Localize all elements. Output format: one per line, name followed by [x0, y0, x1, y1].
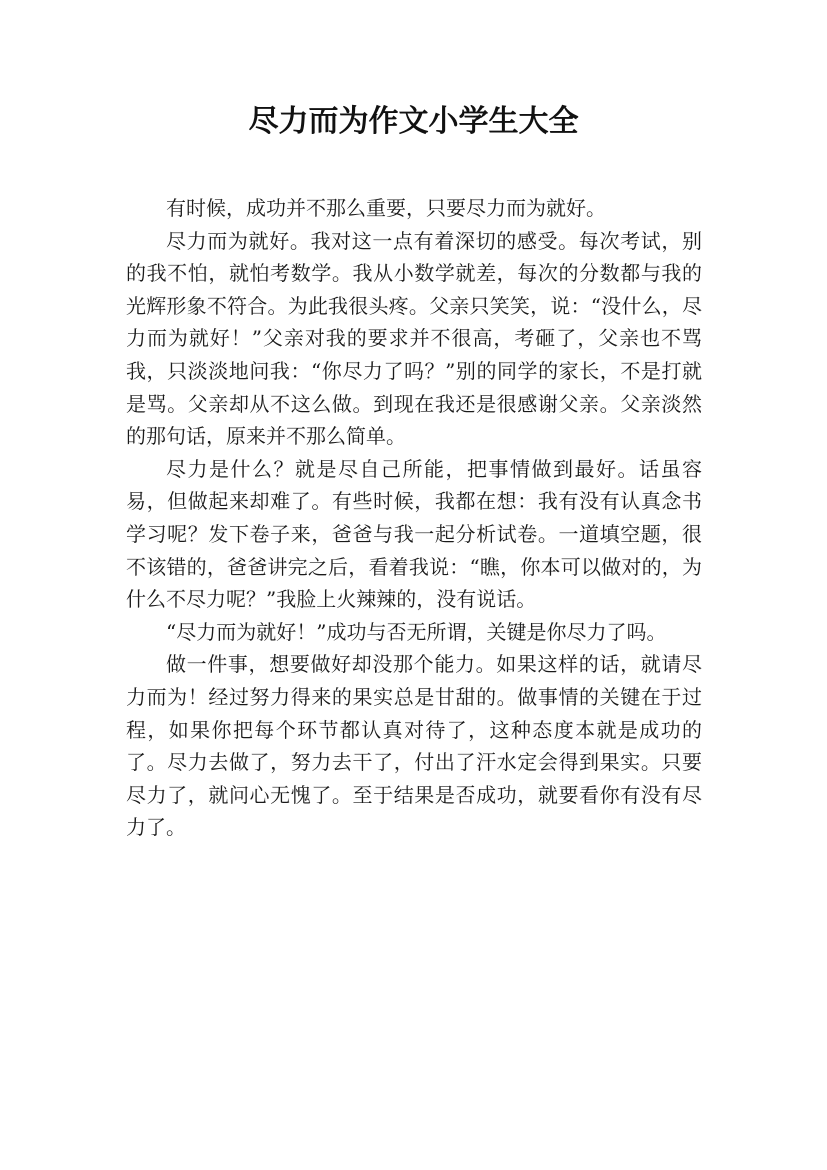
paragraph-4: “尽力而为就好！”成功与否无所谓，关键是你尽力了吗。	[166, 619, 667, 644]
paragraph-1: 有时候，成功并不那么重要，只要尽力而为就好。	[166, 196, 606, 220]
document-title: 尽力而为作文小学生大全	[248, 104, 579, 139]
paragraph-5: 做一件事，想要做好却没那个能力。如果这样的话，就请尽力而为！经过努力得来的果实总是甘甜的。做事情的关键在于过程，如果你把每个环节都认真对待了，这种态度本就是成功的了。尽力去做了，努力去干了，付出了汗水定会得到果实。只要尽力了，就问心无愧了。至于结果是否成功，就要看你有没有尽力了。	[126, 652, 702, 840]
paragraph-3: 尽力是什么？就是尽自己所能，把事情做到最好。话虽容易，但做起来却难了。有些时候，我都在想：我有没有认真念书学习呢？发下卷子来，爸爸与我一起分析试卷。一道填空题，很不该错的，爸爸讲完之后，看着我说：“瞧，你本可以做对的，为什么不尽力呢？”我脸上火辣辣的，没有说话。	[126, 456, 702, 612]
document-body	[126, 192, 702, 844]
paragraph-2: 尽力而为就好。我对这一点有着深切的感受。每次考试，别的我不怕，就怕考数学。我从小数学就差，每次的分数都与我的光辉形象不符合。为此我很头疼。父亲只笑笑，说：“没什么，尽力而为就好！”父亲对我的要求并不很高，考砸了，父亲也不骂我，只淡淡地问我：“你尽力了吗？”别的同学的家长，不是打就是骂。父亲却从不这么做。到现在我还是很感谢父亲。父亲淡然的那句话，原来并不那么简单。	[126, 228, 702, 449]
